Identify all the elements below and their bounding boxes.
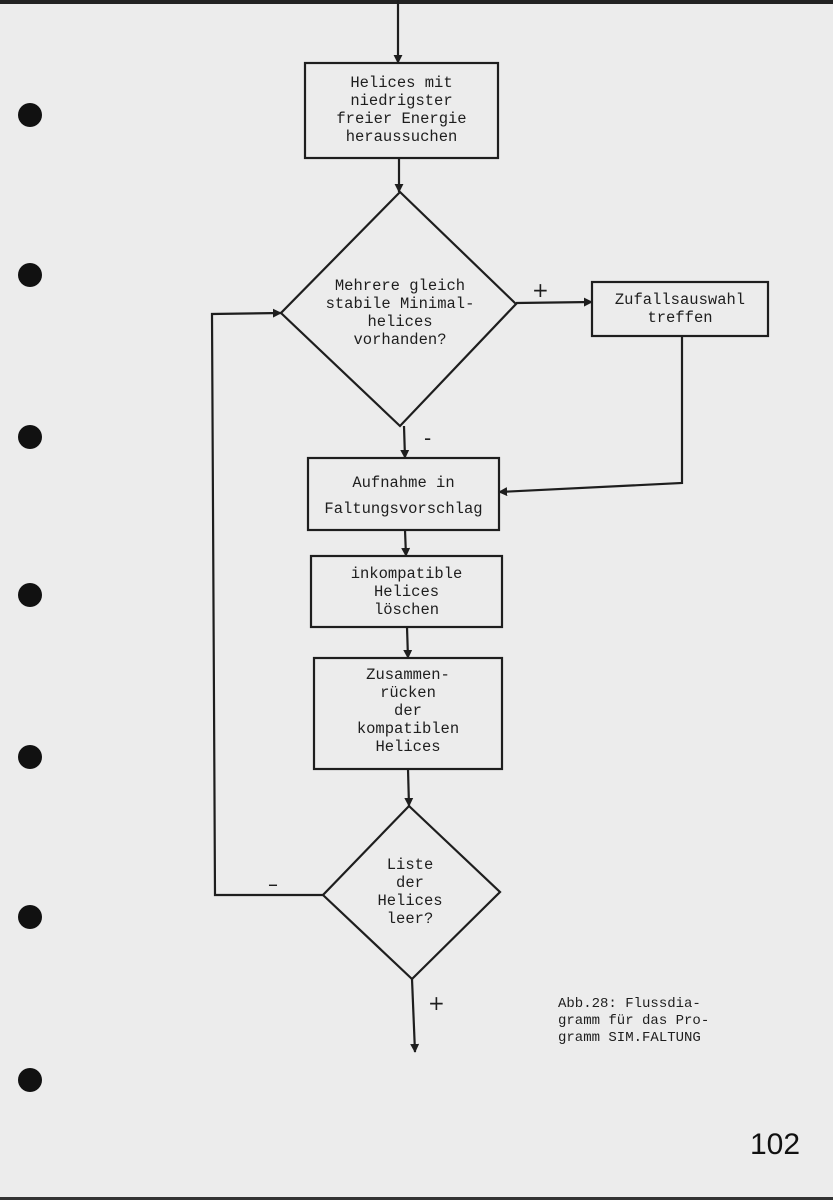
node-label-delete-incompatible: inkompatible Helices löschen — [350, 565, 463, 619]
arrow-compact-to-decision-list — [408, 769, 409, 806]
arrow-delete-to-compact — [407, 627, 408, 658]
node-label-add-to-proposal: Aufnahme in Faltungsvorschlag — [324, 474, 483, 518]
arrow-add-to-delete — [405, 530, 406, 556]
arrow-loop-back — [212, 313, 323, 895]
node-label-select-helices: Helices mit niedrigster freier Energie heraussuchen — [336, 74, 467, 146]
arrow-no-to-add — [404, 426, 405, 458]
arrow-yes-to-random — [516, 302, 592, 303]
node-label-decision-list-empty: Liste der Helices leer? — [377, 856, 443, 928]
node-label-random-choice: Zufallsauswahl treffen — [614, 291, 746, 327]
arrow-random-to-add — [499, 336, 682, 492]
arrow-exit — [412, 979, 415, 1052]
branch-label-multiple-no: - — [424, 426, 432, 450]
page-number: 102 — [750, 1128, 801, 1161]
node-label-decision-multiple: Mehrere gleich stabile Minimal- helices vorhanden? — [325, 277, 475, 349]
branch-label-multiple-yes: + — [532, 278, 549, 302]
branch-label-list-empty-no: – — [268, 872, 278, 896]
node-label-compact-compatible: Zusammen- rücken der kompatiblen Helices — [356, 666, 460, 756]
figure-caption: Abb.28: Flussdia- gramm für das Pro- gramm SIM.FALTUNG — [558, 996, 710, 1046]
branch-label-list-empty-yes: + — [428, 991, 445, 1015]
